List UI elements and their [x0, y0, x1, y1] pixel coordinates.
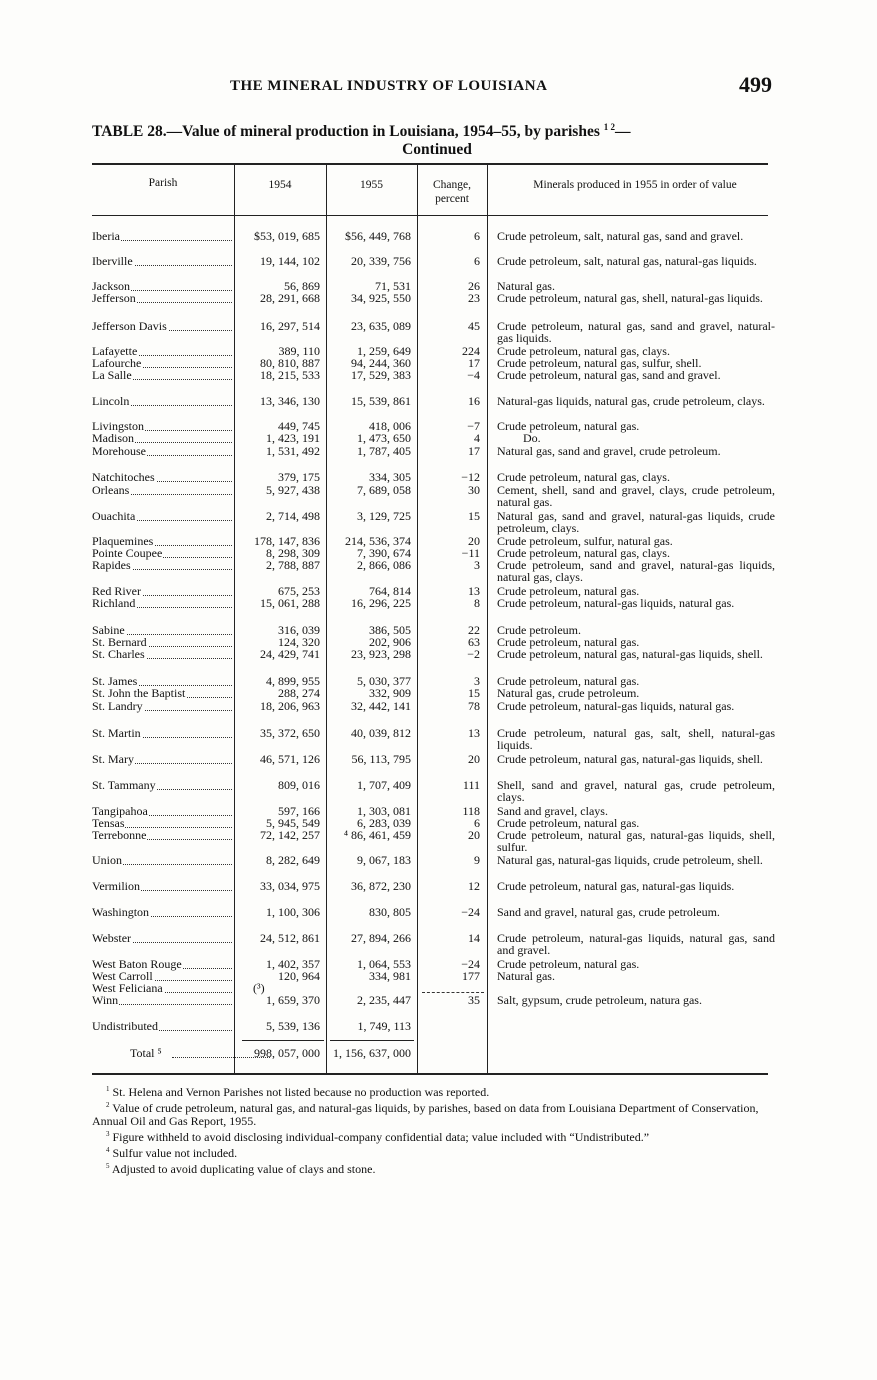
change-percent: 9 — [474, 853, 480, 867]
parish-name: Jefferson — [92, 293, 234, 305]
minerals-produced: Crude petroleum, natural gas, natural-gas liquids, shell, sulfur. — [497, 828, 775, 854]
minerals-produced: Crude petroleum, natural gas, clays. — [497, 470, 670, 484]
column-divider — [487, 164, 488, 1073]
parish-name: Tensas — [92, 818, 234, 830]
value-1954: 379, 175 — [278, 470, 320, 484]
minerals-produced: Sand and gravel, clays. — [497, 804, 608, 818]
change-percent: −11 — [461, 546, 480, 560]
value-1954: 597, 166 — [278, 804, 320, 818]
footnote — [92, 1144, 772, 1160]
minerals-produced: Do. — [523, 431, 541, 445]
value-1955: 2, 866, 086 — [357, 558, 411, 572]
value-1955: 71, 531 — [375, 279, 411, 293]
minerals-produced: Crude petroleum, natural-gas liquids, natural gas. — [497, 596, 735, 610]
value-1954: $53, 019, 685 — [254, 229, 320, 243]
minerals-produced: Crude petroleum, natural gas. — [497, 674, 640, 688]
header-bottom-rule — [92, 215, 768, 216]
value-1955: 17, 529, 383 — [351, 368, 411, 382]
parish-name: St. Landry — [92, 701, 234, 713]
change-percent: −7 — [467, 419, 480, 433]
parish-name: Webster — [92, 933, 234, 945]
parish-name: Livingston — [92, 421, 234, 433]
column-header-1955: 1955 — [360, 179, 383, 191]
value-1955: 1, 259, 649 — [357, 344, 411, 358]
value-1954: 8, 282, 649 — [266, 853, 320, 867]
parish-name: Union — [92, 855, 234, 867]
parish-name: Lincoln — [92, 396, 234, 408]
footnote — [92, 1083, 772, 1099]
change-percent: 20 — [468, 828, 480, 842]
value-1954: 72, 142, 257 — [260, 828, 320, 842]
change-percent: −12 — [461, 470, 480, 484]
change-percent: 26 — [468, 279, 480, 293]
parish-name: La Salle — [92, 370, 234, 382]
value-1955: 32, 442, 141 — [351, 699, 411, 713]
value-1954: 1, 423, 191 — [266, 431, 320, 445]
value-1955: 23, 923, 298 — [351, 647, 411, 661]
change-percent: 6 — [474, 816, 480, 830]
parish-name: Plaquemines — [92, 536, 234, 548]
parish-name: Rapides — [92, 560, 234, 572]
change-percent: 17 — [468, 356, 480, 370]
column-header-parish: Parish — [148, 177, 178, 189]
value-1955: 334, 305 — [369, 470, 411, 484]
footnote — [92, 1128, 772, 1144]
value-1955: 386, 505 — [369, 623, 411, 637]
table-title-continued: Continued — [402, 141, 472, 159]
total-1954: 998, 057, 000 — [254, 1046, 320, 1060]
change-percent: 78 — [468, 699, 480, 713]
change-percent: 4 — [474, 431, 480, 445]
table-title-dash: — — [615, 123, 631, 141]
value-1955: 1, 787, 405 — [357, 444, 411, 458]
minerals-produced: Crude petroleum, natural gas. — [497, 584, 640, 598]
minerals-produced: Natural gas. — [497, 969, 555, 983]
minerals-produced: Crude petroleum, natural gas, salt, shell, natural-gas liquids. — [497, 726, 775, 752]
value-1954: 35, 372, 650 — [260, 726, 320, 740]
change-percent: 3 — [474, 674, 480, 688]
value-1954: 5, 539, 136 — [266, 1019, 320, 1033]
minerals-produced: Crude petroleum, natural gas, sulfur, shell. — [497, 356, 702, 370]
minerals-produced: Natural gas, crude petroleum. — [497, 686, 640, 700]
minerals-produced: Crude petroleum, natural gas, shell, natural-gas liquids. — [497, 291, 763, 305]
minerals-produced: Crude petroleum, salt, natural gas, sand and gravel. — [497, 229, 744, 243]
parish-name: West Carroll — [92, 971, 234, 983]
value-1955: 15, 539, 861 — [351, 394, 411, 408]
parish-name: Tangipahoa — [92, 806, 234, 818]
parish-name: Morehouse — [92, 446, 234, 458]
value-1955: 1, 473, 650 — [357, 431, 411, 445]
value-1955: 9, 067, 183 — [357, 853, 411, 867]
parish-name: Sabine — [92, 625, 234, 637]
minerals-produced: Crude petroleum, natural-gas liquids, natural gas, sand and gravel. — [497, 931, 775, 957]
value-1954: 2, 714, 498 — [266, 509, 320, 523]
footnote-ref: 4 — [106, 1146, 110, 1154]
value-1955: 1, 749, 113 — [357, 1019, 411, 1033]
value-1954: 18, 215, 533 — [260, 368, 320, 382]
parish-name: Orleans — [92, 485, 234, 497]
change-percent: 20 — [468, 752, 480, 766]
value-1955: 1, 064, 553 — [357, 957, 411, 971]
value-1955: 40, 039, 812 — [351, 726, 411, 740]
minerals-produced: Crude petroleum, natural gas. — [497, 957, 640, 971]
change-percent: 17 — [468, 444, 480, 458]
minerals-produced: Natural gas. — [497, 279, 555, 293]
change-percent: −2 — [467, 647, 480, 661]
value-1955: $56, 449, 768 — [345, 229, 411, 243]
change-percent: 15 — [468, 509, 480, 523]
table-title — [92, 118, 782, 159]
value-1954: 1, 659, 370 — [266, 993, 320, 1007]
value-1955: 34, 925, 550 — [351, 291, 411, 305]
value-1955: 202, 906 — [369, 635, 411, 649]
column-divider — [417, 164, 418, 1073]
value-1954: 8, 298, 309 — [266, 546, 320, 560]
value-1955: 56, 113, 795 — [351, 752, 411, 766]
table-top-rule — [92, 163, 768, 165]
change-percent: 6 — [474, 254, 480, 268]
minerals-produced: Crude petroleum, salt, natural gas, natural-gas liquids. — [497, 254, 757, 268]
parish-name: Richland — [92, 598, 234, 610]
change-percent: 118 — [462, 804, 480, 818]
minerals-produced: Crude petroleum, natural-gas liquids, natural gas. — [497, 699, 735, 713]
value-1955: 23, 635, 089 — [351, 319, 411, 333]
value-1955: 332, 909 — [369, 686, 411, 700]
minerals-produced: Crude petroleum, natural gas. — [497, 419, 640, 433]
value-1955: 36, 872, 230 — [351, 879, 411, 893]
column-divider — [234, 164, 235, 1073]
minerals-produced: Crude petroleum, natural gas, clays. — [497, 344, 670, 358]
parish-name: Ouachita — [92, 511, 234, 523]
change-percent: 13 — [468, 584, 480, 598]
table-bottom-rule — [92, 1073, 768, 1075]
parish-name: West Baton Rouge — [92, 959, 234, 971]
value-1954: 28, 291, 668 — [260, 291, 320, 305]
value-1954: 24, 429, 741 — [260, 647, 320, 661]
value-1954: 288, 274 — [278, 686, 320, 700]
minerals-produced: Natural-gas liquids, natural gas, crude petroleum, clays. — [497, 394, 765, 408]
value-1954: 1, 100, 306 — [266, 905, 320, 919]
minerals-produced: Shell, sand and gravel, natural gas, crude petroleum, clays. — [497, 778, 775, 804]
minerals-produced: Natural gas, sand and gravel, natural-gas liquids, crude petroleum, clays. — [497, 509, 775, 535]
footnote-text: Sulfur value not included. — [112, 1146, 238, 1160]
parish-name: Iberia — [92, 231, 234, 243]
parish-name: St. John the Baptist — [92, 688, 234, 700]
change-percent: 15 — [468, 686, 480, 700]
value-1954: 1, 531, 492 — [266, 444, 320, 458]
value-1954: 19, 144, 102 — [260, 254, 320, 268]
value-1955: 1, 303, 081 — [357, 804, 411, 818]
value-1955: 3, 129, 725 — [357, 509, 411, 523]
change-percent: 45 — [468, 319, 480, 333]
value-1955: 7, 689, 058 — [357, 483, 411, 497]
minerals-produced: Crude petroleum, natural gas, natural-gas liquids, shell. — [497, 752, 763, 766]
parish-name: Vermilion — [92, 881, 234, 893]
parish-name: St. Martin — [92, 728, 234, 740]
parish-name: Pointe Coupee — [92, 548, 234, 560]
value-1954: 178, 147, 836 — [254, 534, 320, 548]
value-1954: 18, 206, 963 — [260, 699, 320, 713]
footnote-text: Adjusted to avoid duplicating value of clays and stone. — [111, 1162, 376, 1176]
parish-name: Natchitoches — [92, 472, 234, 484]
value-1954: 2, 788, 887 — [266, 558, 320, 572]
table-title-footnote-refs: 1 2 — [603, 122, 615, 132]
parish-name: St. Tammany — [92, 780, 234, 792]
minerals-produced: Crude petroleum, natural gas, sand and gravel, natural-gas liquids. — [497, 319, 775, 345]
minerals-produced: Crude petroleum, sulfur, natural gas. — [497, 534, 673, 548]
parish-name: Terrebonne — [92, 830, 234, 842]
minerals-produced: Natural gas, sand and gravel, crude petroleum. — [497, 444, 721, 458]
value-1954: 13, 346, 130 — [260, 394, 320, 408]
value-1955: 334, 981 — [369, 969, 411, 983]
parish-name: Red River — [92, 586, 234, 598]
value-1955: 1, 707, 409 — [357, 778, 411, 792]
footnote-ref: 2 — [106, 1101, 110, 1109]
running-header — [92, 74, 772, 98]
value-1954: 316, 039 — [278, 623, 320, 637]
value-1954: 4, 899, 955 — [266, 674, 320, 688]
footnote-text: Figure withheld to avoid disclosing individual-company confidential data; value included with “Undistributed.” — [112, 1130, 650, 1144]
footnote — [92, 1099, 772, 1128]
value-1954: 46, 571, 126 — [260, 752, 320, 766]
change-percent: 12 — [468, 879, 480, 893]
change-percent: 63 — [468, 635, 480, 649]
change-percent: 23 — [468, 291, 480, 305]
value-1955: 6, 283, 039 — [357, 816, 411, 830]
minerals-produced: Crude petroleum, natural gas, natural-gas liquids, shell. — [497, 647, 763, 661]
minerals-produced: Crude petroleum. — [497, 623, 581, 637]
minerals-produced: Crude petroleum, natural gas, clays. — [497, 546, 670, 560]
change-percent: 16 — [468, 394, 480, 408]
column-header-change: Change, percent — [432, 179, 471, 205]
parish-name: Jackson — [92, 281, 234, 293]
change-percent: −24 — [461, 957, 480, 971]
change-percent: 20 — [468, 534, 480, 548]
parish-name: Madison — [92, 433, 234, 445]
parish-name: Winn — [92, 995, 234, 1007]
value-1954: 24, 512, 861 — [260, 931, 320, 945]
value-1954: 33, 034, 975 — [260, 879, 320, 893]
page-number: 499 — [739, 72, 772, 97]
change-percent: 6 — [474, 229, 480, 243]
running-title: THE MINERAL INDUSTRY OF LOUISIANA — [230, 78, 548, 94]
value-1954: 675, 253 — [278, 584, 320, 598]
parish-name: St. James — [92, 676, 234, 688]
parish-name: St. Charles — [92, 649, 234, 661]
change-percent: −4 — [467, 368, 480, 382]
value-1955: 2, 235, 447 — [357, 993, 411, 1007]
table-title-text: TABLE 28.—Value of mineral production in Louisiana, 1954–55, by parishes — [92, 123, 600, 141]
change-percent: 30 — [468, 483, 480, 497]
value-1955: 764, 814 — [369, 584, 411, 598]
value-1955: ⁴ 86, 461, 459 — [343, 828, 411, 842]
minerals-produced: Crude petroleum, natural gas, sand and gravel. — [497, 368, 721, 382]
value-1955: 27, 894, 266 — [351, 931, 411, 945]
column-header-minerals: Minerals produced in 1955 in order of value — [533, 179, 737, 191]
value-1955: 94, 244, 360 — [351, 356, 411, 370]
change-percent: 14 — [468, 931, 480, 945]
footnote-ref: 1 — [106, 1085, 110, 1093]
change-percent: 13 — [468, 726, 480, 740]
change-percent: −24 — [461, 905, 480, 919]
change-percent: 177 — [462, 969, 480, 983]
change-percent: 224 — [462, 344, 480, 358]
total-1955: 1, 156, 637, 000 — [333, 1046, 411, 1060]
value-1955: 20, 339, 756 — [351, 254, 411, 268]
value-1955: 830, 805 — [369, 905, 411, 919]
value-1954: 809, 016 — [278, 778, 320, 792]
total-label: Total ⁵ — [92, 1048, 272, 1060]
value-1954: 15, 061, 288 — [260, 596, 320, 610]
value-1954: 80, 810, 887 — [260, 356, 320, 370]
parish-name: St. Bernard — [92, 637, 234, 649]
footnote — [92, 1160, 772, 1176]
change-percent: 22 — [468, 623, 480, 637]
footnotes — [92, 1083, 772, 1176]
value-1955: 418, 006 — [369, 419, 411, 433]
minerals-produced: Crude petroleum, natural gas. — [497, 635, 640, 649]
value-1955: 214, 536, 374 — [345, 534, 411, 548]
minerals-produced: Natural gas, natural-gas liquids, crude petroleum, shell. — [497, 853, 763, 867]
footnote-ref: 5 — [106, 1162, 110, 1170]
parish-name: Washington — [92, 907, 234, 919]
total-rule-1954 — [242, 1040, 324, 1041]
footnote-ref: 3 — [106, 1130, 110, 1138]
value-1954: 389, 110 — [278, 344, 320, 358]
total-rule-1955 — [330, 1040, 414, 1041]
value-1954: (³) — [253, 981, 265, 995]
parish-name: Lafayette — [92, 346, 234, 358]
parish-name: Jefferson Davis — [92, 321, 234, 333]
minerals-produced: Cement, shell, sand and gravel, clays, crude petroleum, natural gas. — [497, 483, 775, 509]
parish-name: St. Mary — [92, 754, 234, 766]
value-1955: 16, 296, 225 — [351, 596, 411, 610]
minerals-produced: Crude petroleum, natural gas, natural-gas liquids. — [497, 879, 735, 893]
change-percent: 35 — [468, 993, 480, 1007]
parish-name: Iberville — [92, 256, 234, 268]
parish-name: Lafourche — [92, 358, 234, 370]
minerals-produced: Crude petroleum, natural gas. — [497, 816, 640, 830]
column-header-1954: 1954 — [268, 179, 292, 191]
value-1954: 56, 869 — [284, 279, 320, 293]
value-1955: 5, 030, 377 — [357, 674, 411, 688]
minerals-produced: Sand and gravel, natural gas, crude petroleum. — [497, 905, 720, 919]
value-1954: 5, 945, 549 — [266, 816, 320, 830]
value-1954: 120, 964 — [278, 969, 320, 983]
minerals-produced: Crude petroleum, sand and gravel, natural-gas liquids, natural gas, clays. — [497, 558, 775, 584]
change-percent: 111 — [462, 778, 480, 792]
value-1954: 16, 297, 514 — [260, 319, 320, 333]
parish-name: Undistributed — [92, 1021, 234, 1033]
value-1954: 1, 402, 357 — [266, 957, 320, 971]
minerals-produced: Salt, gypsum, crude petroleum, natura gas. — [497, 993, 702, 1007]
value-1955: 7, 390, 674 — [357, 546, 411, 560]
footnote-text: St. Helena and Vernon Parishes not listed because no production was reported. — [112, 1085, 490, 1099]
change-percent: 8 — [474, 596, 480, 610]
value-1954: 124, 320 — [278, 635, 320, 649]
change-percent: 3 — [474, 558, 480, 572]
value-1954: 449, 745 — [278, 419, 320, 433]
value-1954: 5, 927, 438 — [266, 483, 320, 497]
parish-name: West Feliciana — [92, 983, 234, 995]
footnote-text: Value of crude petroleum, natural gas, and natural-gas liquids, by parishes, based on data from Louisiana Department of Conservation, Annual Oil and Gas Report, 1955. — [92, 1101, 759, 1128]
